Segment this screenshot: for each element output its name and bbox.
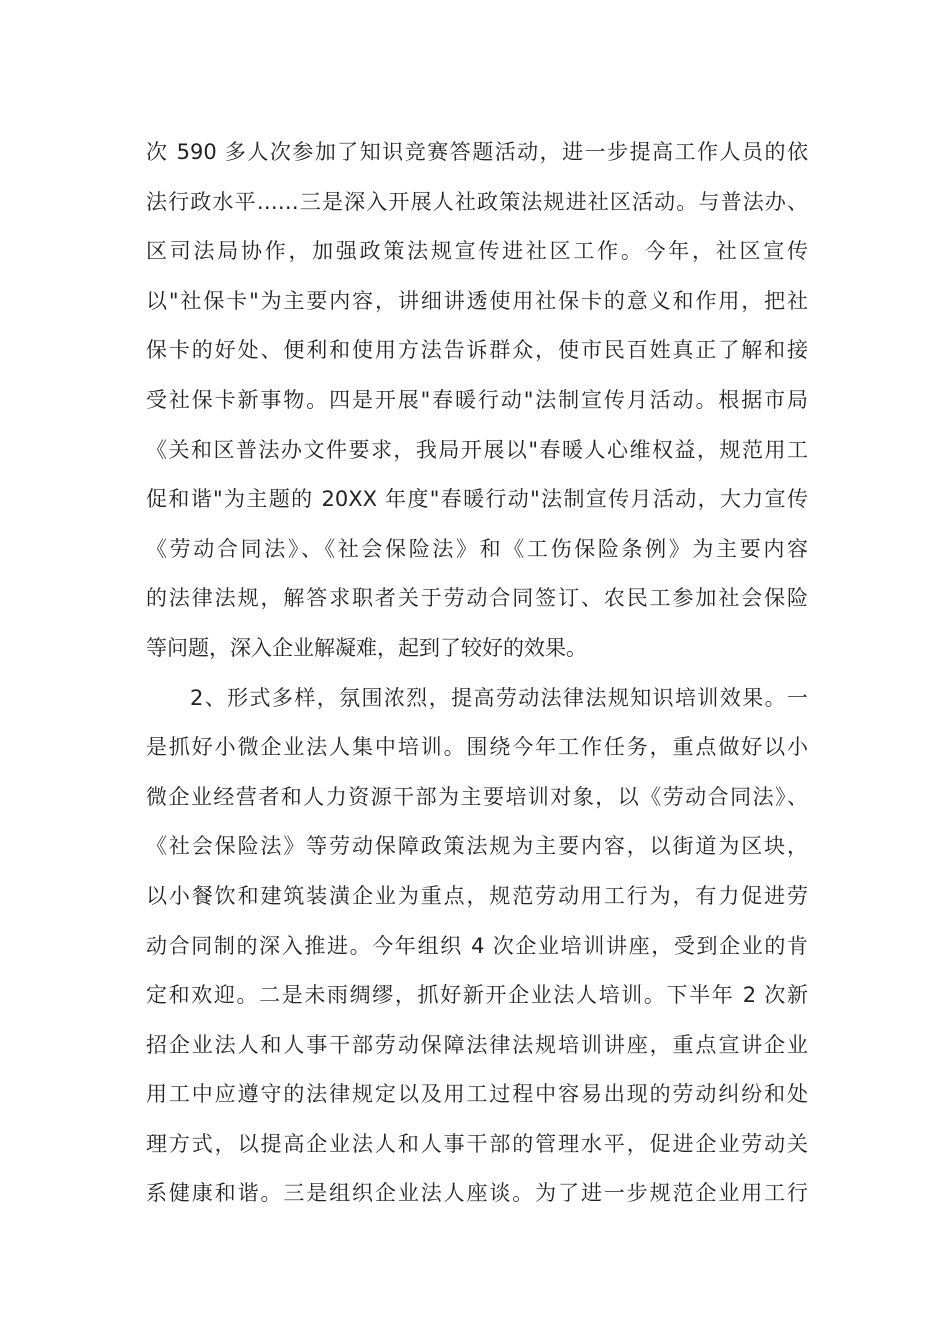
text-line: 法行政水平……三是深入开展人社政策法规进社区活动。与普法办、 (146, 189, 808, 214)
text-line: 理方式，以提高企业法人和人事干部的管理水平，促进企业劳动关 (146, 1131, 808, 1156)
text-line: 《劳动合同法》、《社会保险法》和《工伤保险条例》为主要内容 (146, 536, 808, 561)
text-line: 保卡的好处、便利和使用方法告诉群众，使市民百姓真正了解和接 (146, 338, 808, 363)
text-line: 区司法局协作，加强政策法规宣传进社区工作。今年，社区宣传 (146, 239, 808, 264)
text-line: 用工中应遵守的法律规定以及用工过程中容易出现的劳动纠纷和处 (146, 1082, 808, 1107)
text-line: 《关和区普法办文件要求，我局开展以"春暖人心维权益，规范用工 (146, 437, 808, 462)
text-line: 受社保卡新事物。四是开展"春暖行动"法制宣传月活动。根据市局 (146, 387, 808, 412)
text-line: 以"社保卡"为主要内容，讲细讲透使用社保卡的意义和作用，把社 (146, 288, 808, 313)
text-line: 的法律法规，解答求职者关于劳动合同签订、农民工参加社会保险 (146, 586, 808, 611)
text-line: 系健康和谐。三是组织企业法人座谈。为了进一步规范企业用工行 (146, 1181, 808, 1206)
text-line: 次 590 多人次参加了知识竞赛答题活动，进一步提高工作人员的依 (146, 140, 808, 164)
text-line: 招企业法人和人事干部劳动保障法律法规培训讲座，重点宣讲企业 (146, 1032, 808, 1057)
text-line: 等问题，深入企业解凝难，起到了较好的效果。 (146, 635, 587, 660)
text-line: 《社会保险法》等劳动保障政策法规为主要内容，以街道为区块， (146, 834, 808, 859)
text-line: 定和欢迎。二是未雨绸缪，抓好新开企业法人培训。下半年 2 次新 (146, 983, 808, 1008)
text-line: 以小餐饮和建筑装潢企业为重点，规范劳动用工行为，有力促进劳 (146, 883, 808, 908)
text-line: 动合同制的深入推进。今年组织 4 次企业培训讲座，受到企业的肯 (146, 933, 808, 958)
paragraph-start-line: 2、形式多样，氛围浓烈，提高劳动法律法规知识培训效果。一 (190, 685, 808, 710)
body-text (146, 128, 808, 1219)
text-line: 促和谐"为主题的 20XX 年度"春暖行动"法制宣传月活动，大力宣传 (146, 487, 808, 512)
text-line: 微企业经营者和人力资源干部为主要培训对象，以《劳动合同法》、 (146, 784, 808, 809)
text-line: 是抓好小微企业法人集中培训。围绕今年工作任务，重点做好以小 (146, 735, 808, 760)
